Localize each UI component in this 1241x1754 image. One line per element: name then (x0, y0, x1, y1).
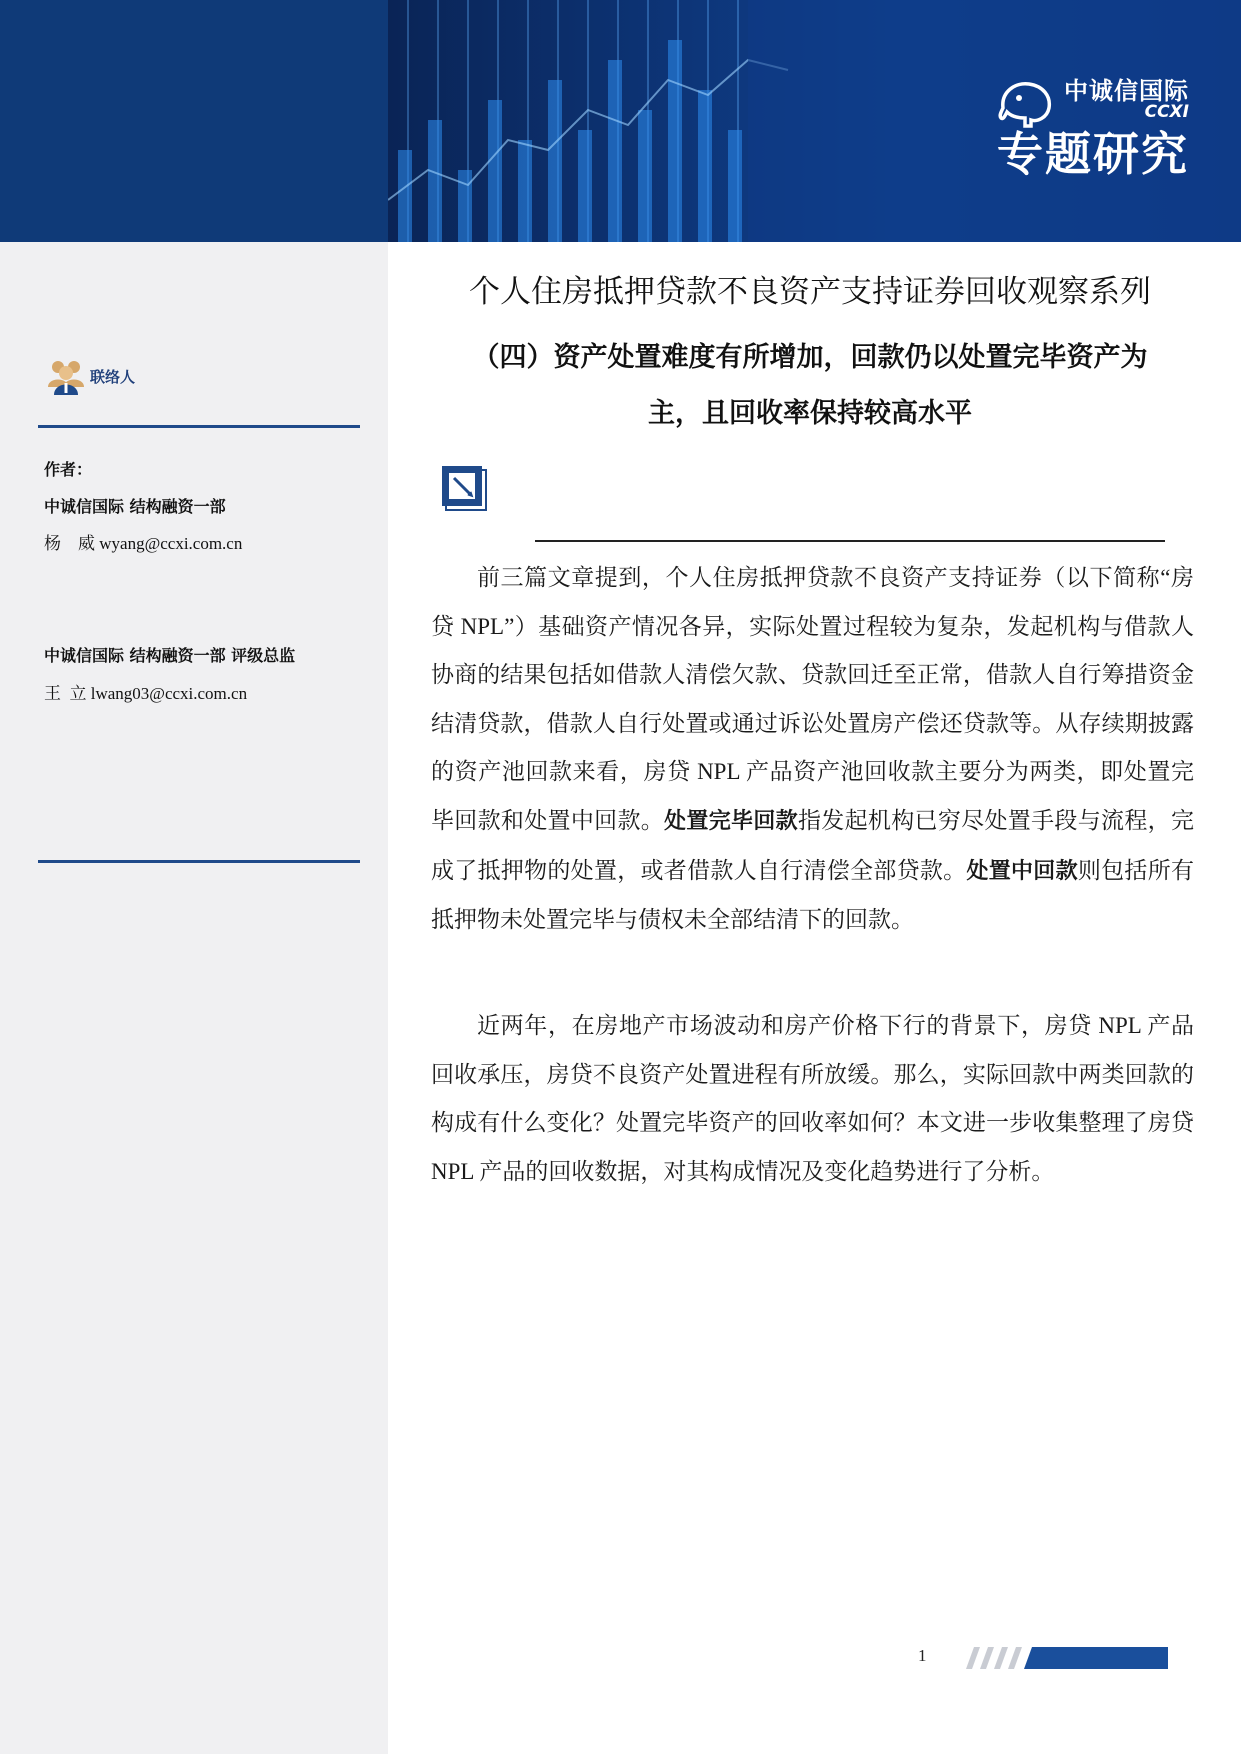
body-p1-text-a: 前三篇文章提到，个人住房抵押贷款不良资产支持证券（以下简称“房贷 NPL”）基础资产情况各异，实际处置过程较为复杂，发起机构与借款人协商的结果包括如借款人清偿欠款、贷款回迁至正常，借款人自行筹措资金结清贷款，借款人自行处置或通过诉讼处置房产偿还贷款等。从存续期披露的资产池回款来看，房贷 NPL 产品资产池回收款主要分为两类，即处置完毕回款和处置中回款。 (431, 565, 1194, 833)
term-disposal-in-progress: 处置中回款 (966, 858, 1078, 884)
author1-contact: 杨 威 wyang@ccxi.com.cn (44, 534, 243, 553)
title-divider (535, 540, 1165, 542)
sidebar (0, 242, 388, 1754)
header-banner (388, 0, 1241, 242)
body-p2-text: 近两年，在房地产市场波动和房产价格下行的背景下，房贷 NPL 产品回收承压，房贷不良资产处置进程有所放缓。那么，实际回款中两类回款的构成有什么变化？处置完毕资产的回收率如何？本文进一步收集整理了房贷 NPL 产品的回收数据，对其构成情况及变化趋势进行了分析。 (431, 1013, 1194, 1184)
contact-label: 联络人 (90, 367, 136, 386)
author-label: 作者： (44, 460, 93, 479)
footer-decoration (958, 1647, 1168, 1669)
page-number: 1 (918, 1646, 927, 1665)
ccxi-elephant-logo-icon (997, 78, 1055, 128)
sidebar-divider-bottom (38, 860, 360, 863)
contact-header (46, 357, 135, 395)
author1-org: 中诚信国际 结构融资一部 (44, 497, 226, 516)
brand-abbr: CCXI (1144, 102, 1189, 122)
body-paragraph-2 (431, 1002, 1194, 1196)
series-title: 专题研究 (997, 127, 1189, 181)
report-title-line2: （四）资产处置难度有所增加，回款仍以处置完毕资产为 (472, 342, 1148, 373)
document-edit-icon (440, 464, 490, 514)
author2-org: 中诚信国际 结构融资一部 评级总监 (44, 646, 296, 665)
contacts-people-icon (46, 357, 86, 395)
brand-block (997, 78, 1189, 180)
body-p1-text-b: 指发起机构已穷尽处置手段与流程，完成了抵押物的处置，或者借款人自行清偿全部贷款。 (431, 807, 1194, 883)
term-disposal-completed: 处置完毕回款 (664, 808, 798, 834)
sidebar-divider-top (38, 425, 360, 428)
author2-contact: 王 立 lwang03@ccxi.com.cn (44, 684, 248, 703)
report-title-subtitle (430, 336, 1190, 436)
body-p1-text-c: 则包括所有抵押物未处置完毕与债权未全部结清下的回款。 (431, 857, 1194, 933)
brand-name: 中诚信国际 (1064, 77, 1189, 105)
report-title-line1: 个人住房抵押贷款不良资产支持证券回收观察系列 (469, 274, 1151, 310)
body-paragraph-1 (431, 554, 1194, 945)
header-left-panel (0, 0, 388, 242)
report-title-line3: 主，且回收率保持较高水平 (648, 398, 972, 429)
